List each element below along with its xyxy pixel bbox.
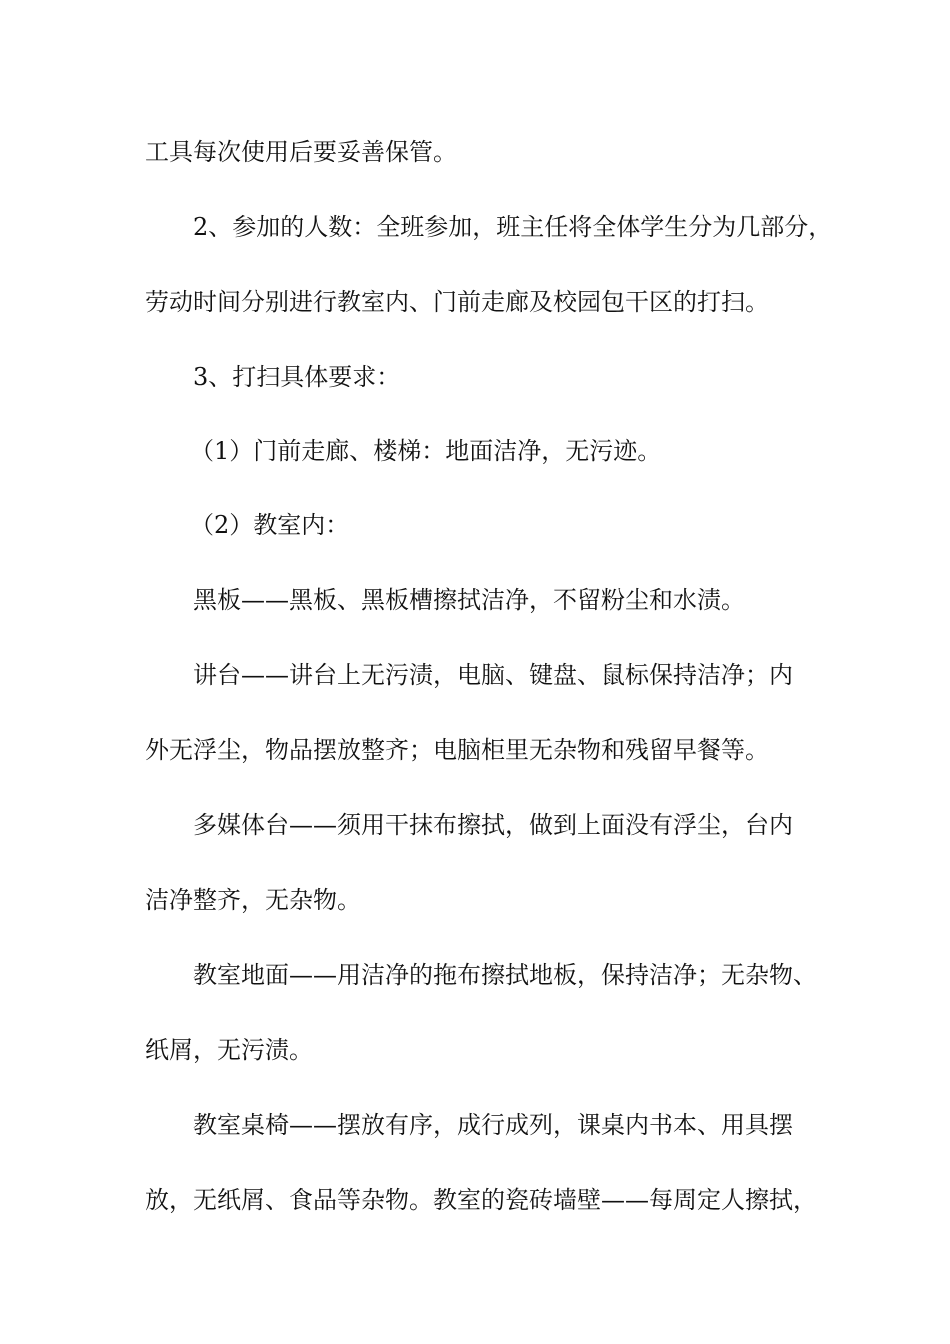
text-line: 黑板——黑板、黑板槽擦拭洁净，不留粉尘和水渍。 <box>193 586 745 614</box>
text-line: 2、参加的人数：全班参加，班主任将全体学生分为几部分， <box>193 213 833 241</box>
text-line: 教室地面——用洁净的拖布擦拭地板，保持洁净；无杂物、 <box>193 961 817 989</box>
text-line: 放，无纸屑、食品等杂物。教室的瓷砖墙壁——每周定人擦拭， <box>145 1186 817 1214</box>
text-line: 教室桌椅——摆放有序，成行成列，课桌内书本、用具摆 <box>193 1111 793 1139</box>
text-line: （1）门前走廊、楼梯：地面洁净，无污迹。 <box>190 437 662 465</box>
text-line: 劳动时间分别进行教室内、门前走廊及校园包干区的打扫。 <box>145 288 769 316</box>
text-line: 多媒体台——须用干抹布擦拭，做到上面没有浮尘，台内 <box>193 811 793 839</box>
text-line: 3、打扫具体要求： <box>193 363 401 391</box>
text-line: 外无浮尘，物品摆放整齐；电脑柜里无杂物和残留早餐等。 <box>145 736 769 764</box>
text-line: 洁净整齐，无杂物。 <box>145 886 361 914</box>
text-line: 工具每次使用后要妥善保管。 <box>145 138 457 166</box>
text-line: 讲台——讲台上无污渍，电脑、键盘、鼠标保持洁净；内 <box>193 661 793 689</box>
text-line: （2）教室内： <box>190 511 350 539</box>
text-line: 纸屑，无污渍。 <box>145 1036 313 1064</box>
